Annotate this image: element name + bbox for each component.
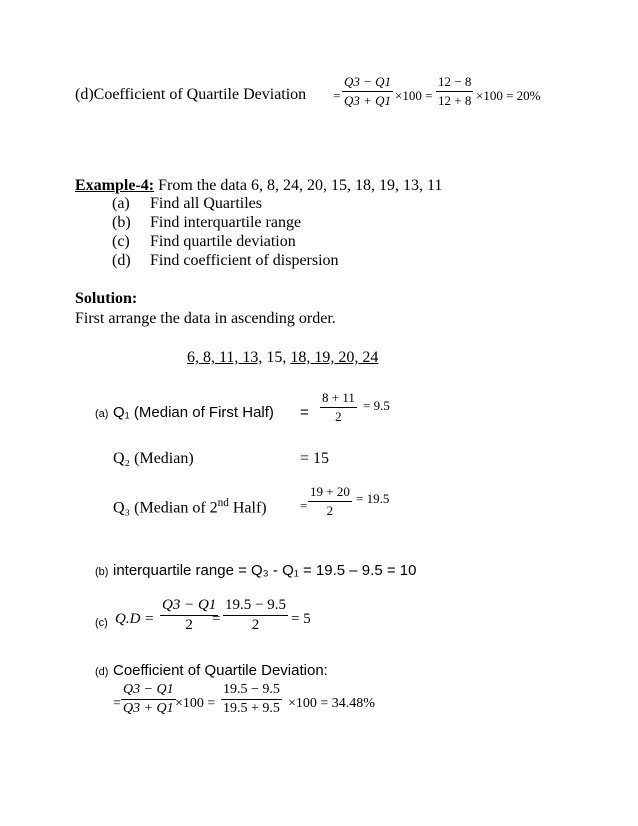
top-cqd-fraction-2 [436,74,473,109]
q3-num: 19 + 20 [310,484,350,499]
sorted-median: 15, [262,349,291,366]
q1-result: = 9.5 [363,398,390,413]
sorted-second-half: 18, 19, 20, 24 [290,349,379,366]
cqd-num-2: 19.5 − 9.5 [223,682,280,697]
task-d-letter: (d) [112,252,131,269]
top-cqd-num-2: 12 − 8 [438,74,472,89]
q3-label-sup: nd [217,497,229,509]
q1-equals: = [300,404,309,421]
q1-fraction [320,390,357,425]
task-a-text: Find all Quartiles [150,195,262,212]
sorted-data [187,349,378,367]
top-cqd-num-1: Q3 − Q1 [344,74,392,89]
qd-den-2: 2 [251,617,260,633]
q1-den: 2 [335,409,342,424]
qd-lhs: Q.D = [115,611,155,627]
q3-label-main: Q₃ (Median of 2 [113,499,218,517]
qd-result: = 5 [291,611,311,627]
cqd-equals: = [113,696,121,711]
qd-den-1: 2 [185,617,193,633]
cqd-fraction-2 [221,682,282,717]
solution-intro: First arrange the data in ascending order. [75,310,336,327]
q3-equals: = [300,498,308,513]
qd-equals: = [212,611,221,627]
qd-fraction-2 [223,597,288,634]
top-cqd-equals: = [333,88,341,103]
top-cqd-label: (d)Coefficient of Quartile Deviation [75,86,307,103]
q1-label: Q₁ (Median of First Half) [113,404,274,421]
top-cqd-fraction-1 [342,74,393,109]
cqd-title: Coefficient of Quartile Deviation: [113,662,328,679]
part-b-tag: (b) [95,566,109,578]
cqd-result: ×100 = 34.48% [288,696,375,711]
task-d-text: Find coefficient of dispersion [150,252,339,269]
example-heading: Example-4: [75,177,155,194]
cqd-times-1: ×100 = [175,696,216,711]
part-d-tag: (d) [95,666,109,678]
task-a-letter: (a) [112,195,130,212]
q3-den: 2 [326,503,334,518]
example-heading-line [75,177,442,195]
part-a-tag: (a) [95,408,109,420]
task-c-letter: (c) [112,233,130,250]
top-cqd-times-1: ×100 = [395,88,433,103]
task-b-letter: (b) [112,214,131,231]
top-cqd-den-2: 12 + 8 [438,93,472,108]
cqd-fraction-1 [121,682,176,717]
iqr-text: interquartile range = Q₃ - Q₁ = 19.5 – 9.5 = 10 [113,562,417,579]
qd-fraction-1 [160,597,221,634]
top-cqd-den-1: Q3 + Q1 [344,93,392,108]
q3-fraction [308,484,352,519]
q2-label: Q₂ (Median) [113,450,194,467]
q3-label-tail: Half) [228,499,267,517]
q1-num: 8 + 11 [322,390,355,405]
q3-label [113,497,267,517]
example-intro: From the data 6, 8, 24, 20, 15, 18, 19, 13, 11 [154,177,443,194]
top-cqd-result: ×100 = 20% [476,88,541,103]
task-c-text: Find quartile deviation [150,233,296,250]
part-c-tag: (c) [95,617,108,629]
q3-result: = 19.5 [356,491,390,506]
cqd-den-1: Q3 + Q1 [123,701,174,716]
cqd-den-2: 19.5 + 9.5 [223,701,280,716]
q2-value: = 15 [300,450,330,467]
task-b-text: Find interquartile range [150,214,302,231]
sorted-first-half: 6, 8, 11, 13, [187,349,263,366]
cqd-num-1: Q3 − Q1 [123,682,174,697]
qd-num-1: Q3 − Q1 [162,597,217,613]
solution-heading: Solution: [75,290,138,307]
qd-num-2: 19.5 − 9.5 [225,597,286,613]
